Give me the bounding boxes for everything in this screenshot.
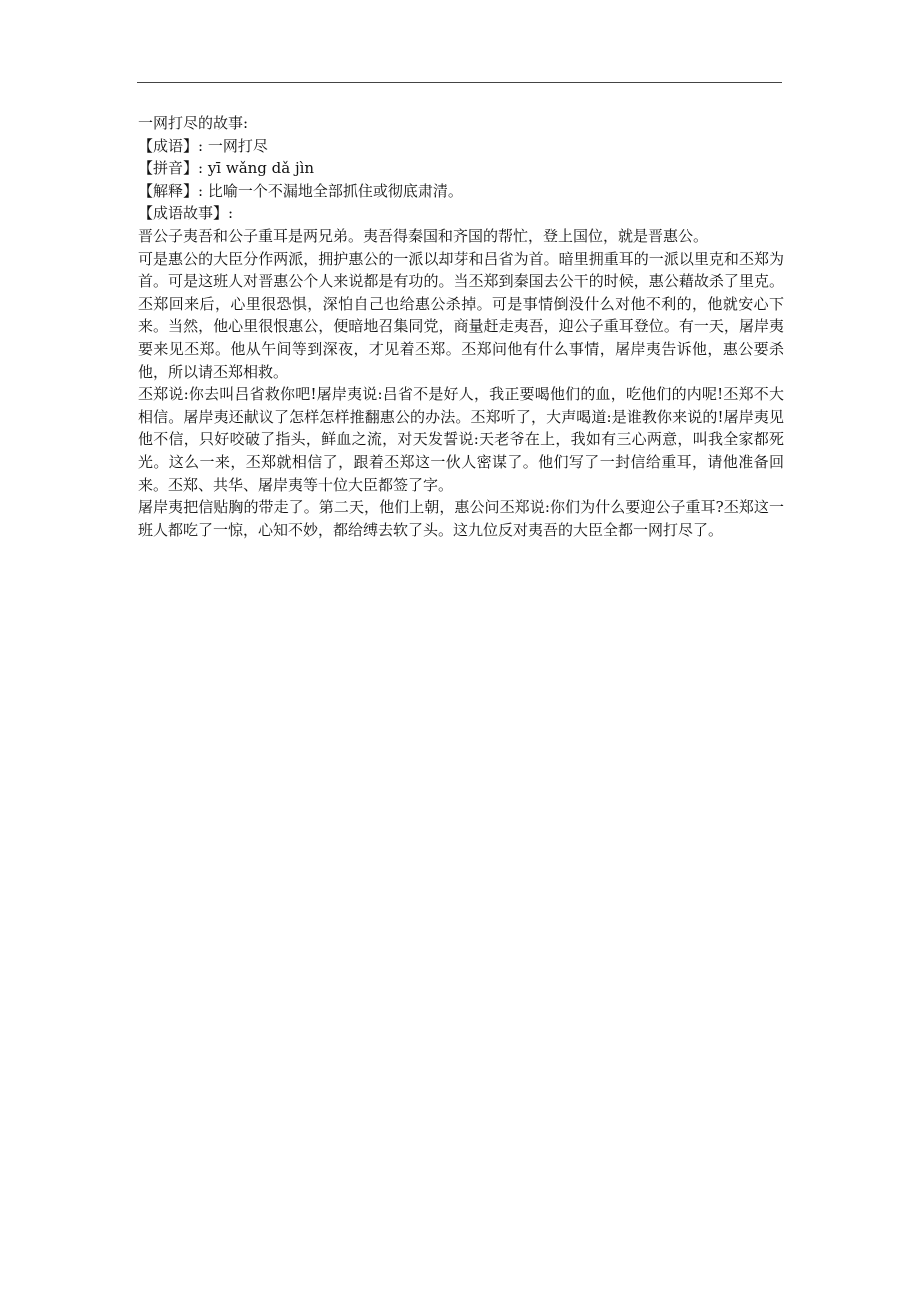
- pinyin-line: 【拼音】: yī wǎng dǎ jìn: [138, 159, 315, 178]
- header-rule: [137, 82, 782, 83]
- story-paragraph-1: 晋公子夷吾和公子重耳是两兄弟。夷吾得秦国和齐国的帮忙，登上国位，就是晋惠公。: [138, 226, 709, 245]
- explanation-line: 【解释】: 比喻一个不漏地全部抓住或彻底肃清。: [138, 181, 463, 200]
- story-paragraph-3: 丕郑说:你去叫吕省救你吧!屠岸夷说:吕省不是好人，我正要喝他们的血，吃他们的内呢!丕郑不大相信。屠岸夷还献议了怎样怎样推翻惠公的办法。丕郑听了，大声喝道:是谁教你来说的!屠岸夷见他不信，只好咬破了指头，鲜血之流，对天发誓说:天老爷在上，我如有三心两意，叫我全家都死光。这么一来，丕郑就相信了，跟着丕郑这一伙人密谋了。他们写了一封信给重耳，请他准备回来。丕郑、共华、屠岸夷等十位大臣都签了字。: [138, 385, 784, 494]
- story-paragraph-4: 屠岸夷把信贴胸的带走了。第二天，他们上朝，惠公问丕郑说:你们为什么要迎公子重耳?丕郑这一班人都吃了一惊，心知不妙，都给缚去软了头。这九位反对夷吾的大臣全都一网打尽了。: [138, 498, 784, 539]
- story-paragraph-2: 可是惠公的大臣分作两派，拥护惠公的一派以却芽和吕省为首。暗里拥重耳的一派以里克和丕郑为首。可是这班人对晋惠公个人来说都是有功的。当丕郑到秦国去公干的时候，惠公藉故杀了里克。丕郑回来后，心里很恐惧，深怕自己也给惠公杀掉。可是事情倒没什么对他不利的，他就安心下来。当然，他心里很恨惠公，便暗地召集同党，商量赶走夷吾，迎公子重耳登位。有一天，屠岸夷要来见丕郑。他从午间等到深夜，才见着丕郑。丕郑问他有什么事情，屠岸夷告诉他，惠公要杀他，所以请丕郑相救。: [138, 249, 784, 381]
- story-heading: 【成语故事】:: [138, 204, 234, 223]
- document-body: [138, 112, 784, 541]
- idiom-line: 【成语】: 一网打尽: [138, 136, 268, 155]
- document-title: 一网打尽的故事:: [138, 114, 249, 132]
